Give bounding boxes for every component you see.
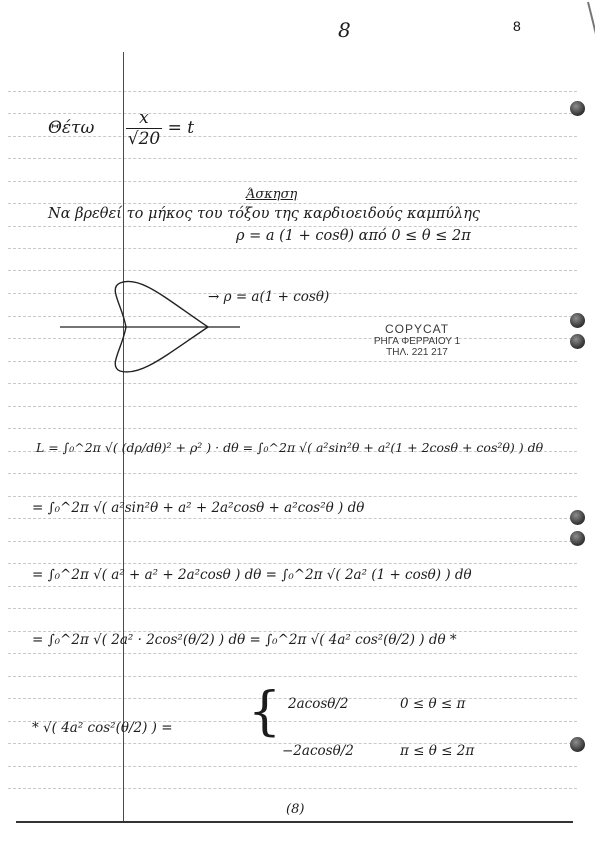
case-2-value: −2acosθ/2: [282, 743, 354, 759]
equation-simplify: = ∫₀^2π √( a² + a² + 2a²cosθ ) dθ = ∫₀^2π √( 2a² (1 + cosθ) ) dθ: [32, 567, 472, 583]
equation-arc-length: L = ∫₀^2π √( (dρ/dθ)² + ρ² ) · dθ = ∫₀^2π √( a²sin²θ + a²(1 + 2cosθ + cos²θ) ) dθ: [36, 440, 544, 455]
piecewise-brace: {: [248, 682, 282, 742]
copycat-stamp: [352, 322, 482, 358]
equation-expand: = ∫₀^2π √( a²sin²θ + a² + 2a²cosθ + a²cos²θ ) dθ: [32, 500, 365, 516]
piecewise-lhs: * √( 4a² cos²(θ/2) ) =: [32, 720, 173, 736]
stamp-line-3: ΤΗΛ. 221 217: [386, 347, 448, 358]
case-1-range: 0 ≤ θ ≤ π: [400, 696, 466, 712]
stamp-line-1: COPYCAT: [384, 322, 450, 336]
page-number: 8: [513, 18, 521, 34]
handwritten-page-mark: 8: [338, 18, 351, 42]
case-2-range: π ≤ θ ≤ 2π: [400, 743, 475, 759]
substitution-lhs: Θέτω: [48, 118, 95, 138]
curve-label: → ρ = a(1 + cosθ): [208, 289, 330, 305]
curve-definition: ρ = a (1 + cosθ) από 0 ≤ θ ≤ 2π: [236, 228, 471, 244]
task-statement: Να βρεθεί το μήκος του τόξου της καρδιοειδούς καμπύλης: [48, 206, 481, 222]
footer-page-mark: (8): [286, 802, 305, 817]
stamp-line-2: ΡΗΓΑ ΦΕΡΡΑΙΟΥ 1: [373, 336, 461, 347]
exercise-title: Άσκηση: [246, 187, 298, 202]
substitution-rhs: = t: [167, 118, 195, 138]
fraction-numerator: x: [126, 108, 162, 129]
equation-half-angle: = ∫₀^2π √( 2a² · 2cos²(θ/2) ) dθ = ∫₀^2π √( 4a² cos²(θ/2) ) dθ *: [32, 632, 457, 648]
fraction-denominator: √20: [127, 129, 161, 149]
case-1-value: 2acosθ/2: [288, 696, 349, 712]
